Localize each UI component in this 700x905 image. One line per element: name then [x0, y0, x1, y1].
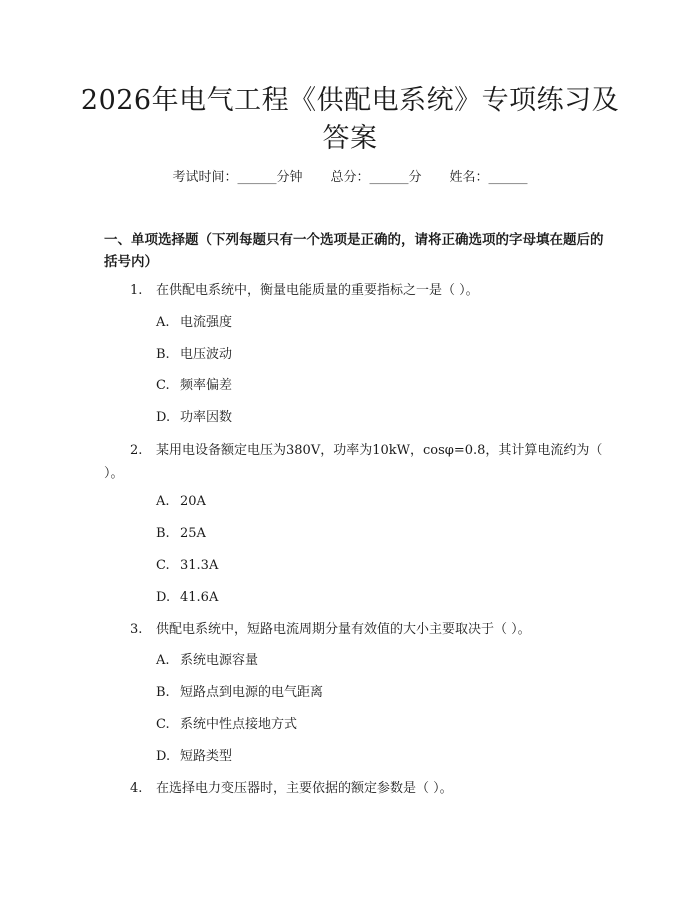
option-letter: D. [156, 749, 171, 764]
question [104, 777, 604, 800]
option-text: 20A [180, 494, 206, 509]
option [156, 588, 218, 608]
name-label: 姓名：______ [449, 170, 528, 185]
option-text: 25A [180, 526, 206, 541]
question [104, 279, 604, 302]
document-title: 2026年电气工程《供配电系统》专项练习及答案 [80, 85, 620, 154]
option-letter: B. [156, 526, 170, 541]
option-text: 频率偏差 [180, 378, 233, 393]
question-text: 某用电设备额定电压为380V，功率为10kW，cosφ=0.8，其计算电流约为（ ）。 [104, 443, 603, 481]
option-letter: D. [156, 590, 171, 605]
question-text: 供配电系统中，短路电流周期分量有效值的大小主要取决于（ ）。 [156, 622, 531, 637]
question-number: 1. [130, 283, 143, 298]
section-heading: 一、单项选择题（下列每题只有一个选项是正确的，请将正确选项的字母填在题后的括号内） [104, 232, 604, 270]
option [156, 683, 323, 703]
option [156, 524, 206, 544]
question [104, 439, 604, 485]
option [156, 345, 232, 365]
option-letter: B. [156, 347, 170, 362]
option-letter: C. [156, 378, 170, 393]
option-letter: A. [156, 494, 170, 509]
option-text: 系统中性点接地方式 [180, 717, 298, 732]
question-number: 4. [130, 781, 143, 796]
option-letter: C. [156, 558, 170, 573]
option-text: 短路点到电源的电气距离 [180, 685, 324, 700]
option-text: 31.3A [180, 558, 219, 573]
option-text: 41.6A [180, 590, 219, 605]
option-text: 短路类型 [180, 749, 233, 764]
question-text: 在供配电系统中，衡量电能质量的重要指标之一是（ ）。 [156, 283, 479, 298]
option [156, 556, 218, 576]
option-text: 电流强度 [180, 315, 233, 330]
option-letter: A. [156, 653, 170, 668]
option-text: 电压波动 [180, 347, 233, 362]
option [156, 376, 232, 396]
option [156, 408, 232, 428]
option [156, 715, 297, 735]
question [104, 618, 604, 641]
option-text: 系统电源容量 [180, 653, 259, 668]
exam-meta [0, 168, 700, 188]
option-letter: A. [156, 315, 170, 330]
option-letter: C. [156, 717, 170, 732]
option-text: 功率因数 [180, 410, 233, 425]
option [156, 747, 232, 767]
total-score-label: 总分：______分 [330, 170, 422, 185]
option-letter: D. [156, 410, 171, 425]
option [156, 313, 232, 333]
question-text: 在选择电力变压器时，主要依据的额定参数是（ ）。 [156, 781, 453, 796]
option [156, 651, 258, 671]
question-number: 2. [130, 443, 143, 458]
option [156, 492, 206, 512]
option-letter: B. [156, 685, 170, 700]
question-number: 3. [130, 622, 143, 637]
exam-time-label: 考试时间：______分钟 [172, 170, 303, 185]
